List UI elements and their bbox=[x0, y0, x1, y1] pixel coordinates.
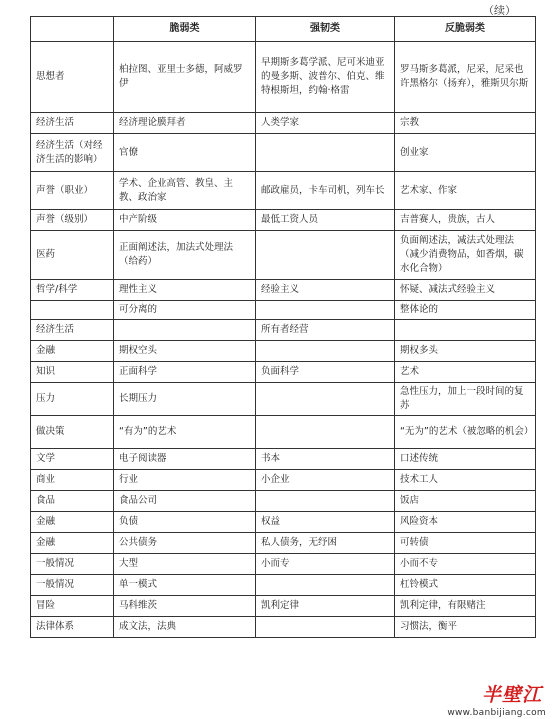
robust-cell: 权益 bbox=[256, 512, 395, 533]
fragile-cell: 经济理论膜拜者 bbox=[114, 113, 256, 134]
robust-cell bbox=[256, 231, 395, 280]
robust-cell bbox=[256, 301, 395, 320]
row-label: 金融 bbox=[31, 512, 114, 533]
fragile-cell: 行业 bbox=[114, 470, 256, 491]
table-row bbox=[31, 210, 536, 231]
table-row bbox=[31, 301, 536, 320]
row-label: 法律体系 bbox=[31, 617, 114, 638]
row-label: 哲学/科学 bbox=[31, 280, 114, 301]
robust-cell: 所有者经营 bbox=[256, 320, 395, 341]
row-label: 金融 bbox=[31, 341, 114, 362]
robust-cell bbox=[256, 134, 395, 172]
robust-cell: 经验主义 bbox=[256, 280, 395, 301]
antifragile-cell bbox=[395, 320, 536, 341]
fragile-cell: 正面阐述法，加法式处理法（给药） bbox=[114, 231, 256, 280]
table-row bbox=[31, 134, 536, 172]
robust-cell: 小企业 bbox=[256, 470, 395, 491]
row-label: 思想者 bbox=[31, 42, 114, 113]
row-label: 一般情况 bbox=[31, 575, 114, 596]
fragile-cell: “有为”的艺术 bbox=[114, 416, 256, 449]
table-row bbox=[31, 533, 536, 554]
continuation-note: （续） bbox=[483, 4, 516, 17]
fragile-cell: 食品公司 bbox=[114, 491, 256, 512]
fragile-cell: 电子阅读器 bbox=[114, 449, 256, 470]
fragile-cell: 中产阶级 bbox=[114, 210, 256, 231]
antifragile-cell: 艺术 bbox=[395, 362, 536, 383]
robust-cell: 邮政雇员，卡车司机，列车长 bbox=[256, 172, 395, 210]
table-row bbox=[31, 362, 536, 383]
fragile-cell: 公共债务 bbox=[114, 533, 256, 554]
row-label: 文学 bbox=[31, 449, 114, 470]
table-row bbox=[31, 383, 536, 416]
table-row bbox=[31, 554, 536, 575]
robust-cell bbox=[256, 491, 395, 512]
table-body bbox=[31, 42, 536, 638]
table-header-row bbox=[31, 17, 536, 42]
table-row bbox=[31, 341, 536, 362]
header-fragile: 脆弱类 bbox=[114, 17, 256, 42]
row-label: 金融 bbox=[31, 533, 114, 554]
table-row bbox=[31, 172, 536, 210]
robust-cell: 最低工资人员 bbox=[256, 210, 395, 231]
robust-cell: 书本 bbox=[256, 449, 395, 470]
row-label: 经济生活 bbox=[31, 113, 114, 134]
table-row bbox=[31, 512, 536, 533]
antifragile-cell: 吉普赛人，贵族，古人 bbox=[395, 210, 536, 231]
row-label: 经济生活 bbox=[31, 320, 114, 341]
header-antifragile: 反脆弱类 bbox=[395, 17, 536, 42]
robust-cell bbox=[256, 575, 395, 596]
fragile-cell: 成文法，法典 bbox=[114, 617, 256, 638]
fragile-cell: 正面科学 bbox=[114, 362, 256, 383]
fragile-cell: 理性主义 bbox=[114, 280, 256, 301]
table-row bbox=[31, 596, 536, 617]
antifragile-cell: 凯利定律，有限赌注 bbox=[395, 596, 536, 617]
table-row bbox=[31, 42, 536, 113]
fragile-cell: 大型 bbox=[114, 554, 256, 575]
antifragile-cell: 负面阐述法，减法式处理法（减少消费物品，如香烟，碳水化合物） bbox=[395, 231, 536, 280]
robust-cell: 小而专 bbox=[256, 554, 395, 575]
robust-cell bbox=[256, 416, 395, 449]
header-robust: 强韧类 bbox=[256, 17, 395, 42]
antifragile-cell: 习惯法，衡平 bbox=[395, 617, 536, 638]
table-row bbox=[31, 449, 536, 470]
robust-cell bbox=[256, 383, 395, 416]
robust-cell: 人类学家 bbox=[256, 113, 395, 134]
fragile-cell: 学术、企业高管、教皇、主教、政治家 bbox=[114, 172, 256, 210]
table-row bbox=[31, 113, 536, 134]
row-label: 知识 bbox=[31, 362, 114, 383]
antifragile-cell: 罗马斯多葛派，尼采，尼采也许黑格尔（扬弃），雅斯贝尔斯 bbox=[395, 42, 536, 113]
fragile-cell bbox=[114, 320, 256, 341]
row-label: 声誉（级别） bbox=[31, 210, 114, 231]
antifragile-cell: “无为”的艺术（被忽略的机会） bbox=[395, 416, 536, 449]
robust-cell bbox=[256, 341, 395, 362]
antifragile-cell: 技术工人 bbox=[395, 470, 536, 491]
robust-cell: 负面科学 bbox=[256, 362, 395, 383]
table-row bbox=[31, 617, 536, 638]
watermark-url: www.banbijiang.com bbox=[447, 708, 546, 718]
antifragile-cell: 小而不专 bbox=[395, 554, 536, 575]
row-label: 声誉（职业） bbox=[31, 172, 114, 210]
antifragile-cell: 宗教 bbox=[395, 113, 536, 134]
comparison-table bbox=[30, 16, 536, 638]
fragile-cell: 官僚 bbox=[114, 134, 256, 172]
table-row bbox=[31, 320, 536, 341]
row-label: 一般情况 bbox=[31, 554, 114, 575]
table-row bbox=[31, 231, 536, 280]
table-row bbox=[31, 470, 536, 491]
table-row bbox=[31, 491, 536, 512]
antifragile-cell: 整体论的 bbox=[395, 301, 536, 320]
table-row bbox=[31, 280, 536, 301]
table-row bbox=[31, 416, 536, 449]
fragile-cell: 柏拉图、亚里士多德，阿威罗伊 bbox=[114, 42, 256, 113]
antifragile-cell: 怀疑、减法式经验主义 bbox=[395, 280, 536, 301]
row-label: 经济生活（对经济生活的影响） bbox=[31, 134, 114, 172]
antifragile-cell: 创业家 bbox=[395, 134, 536, 172]
fragile-cell: 单一模式 bbox=[114, 575, 256, 596]
row-label: 做决策 bbox=[31, 416, 114, 449]
antifragile-cell: 饭店 bbox=[395, 491, 536, 512]
antifragile-cell: 杠铃模式 bbox=[395, 575, 536, 596]
robust-cell: 凯利定律 bbox=[256, 596, 395, 617]
fragile-cell: 负债 bbox=[114, 512, 256, 533]
fragile-cell: 期权空头 bbox=[114, 341, 256, 362]
antifragile-cell: 风险资本 bbox=[395, 512, 536, 533]
row-label: 医药 bbox=[31, 231, 114, 280]
fragile-cell: 马科维茨 bbox=[114, 596, 256, 617]
header-corner bbox=[31, 17, 114, 42]
antifragile-cell: 急性压力，加上一段时间的复苏 bbox=[395, 383, 536, 416]
row-label: 食品 bbox=[31, 491, 114, 512]
robust-cell: 早期斯多葛学派、尼可米迪亚的曼多斯、波普尔、伯克、维特根斯坦，约翰·格雷 bbox=[256, 42, 395, 113]
row-label: 压力 bbox=[31, 383, 114, 416]
fragile-cell: 长期压力 bbox=[114, 383, 256, 416]
watermark bbox=[430, 681, 550, 719]
antifragile-cell: 可转债 bbox=[395, 533, 536, 554]
antifragile-cell: 口述传统 bbox=[395, 449, 536, 470]
row-label bbox=[31, 301, 114, 320]
row-label: 商业 bbox=[31, 470, 114, 491]
row-label: 冒险 bbox=[31, 596, 114, 617]
table-row bbox=[31, 575, 536, 596]
robust-cell bbox=[256, 617, 395, 638]
fragile-cell: 可分离的 bbox=[114, 301, 256, 320]
robust-cell: 私人债务，无纾困 bbox=[256, 533, 395, 554]
watermark-brand: 半壁江 bbox=[481, 684, 542, 706]
antifragile-cell: 期权多头 bbox=[395, 341, 536, 362]
antifragile-cell: 艺术家、作家 bbox=[395, 172, 536, 210]
